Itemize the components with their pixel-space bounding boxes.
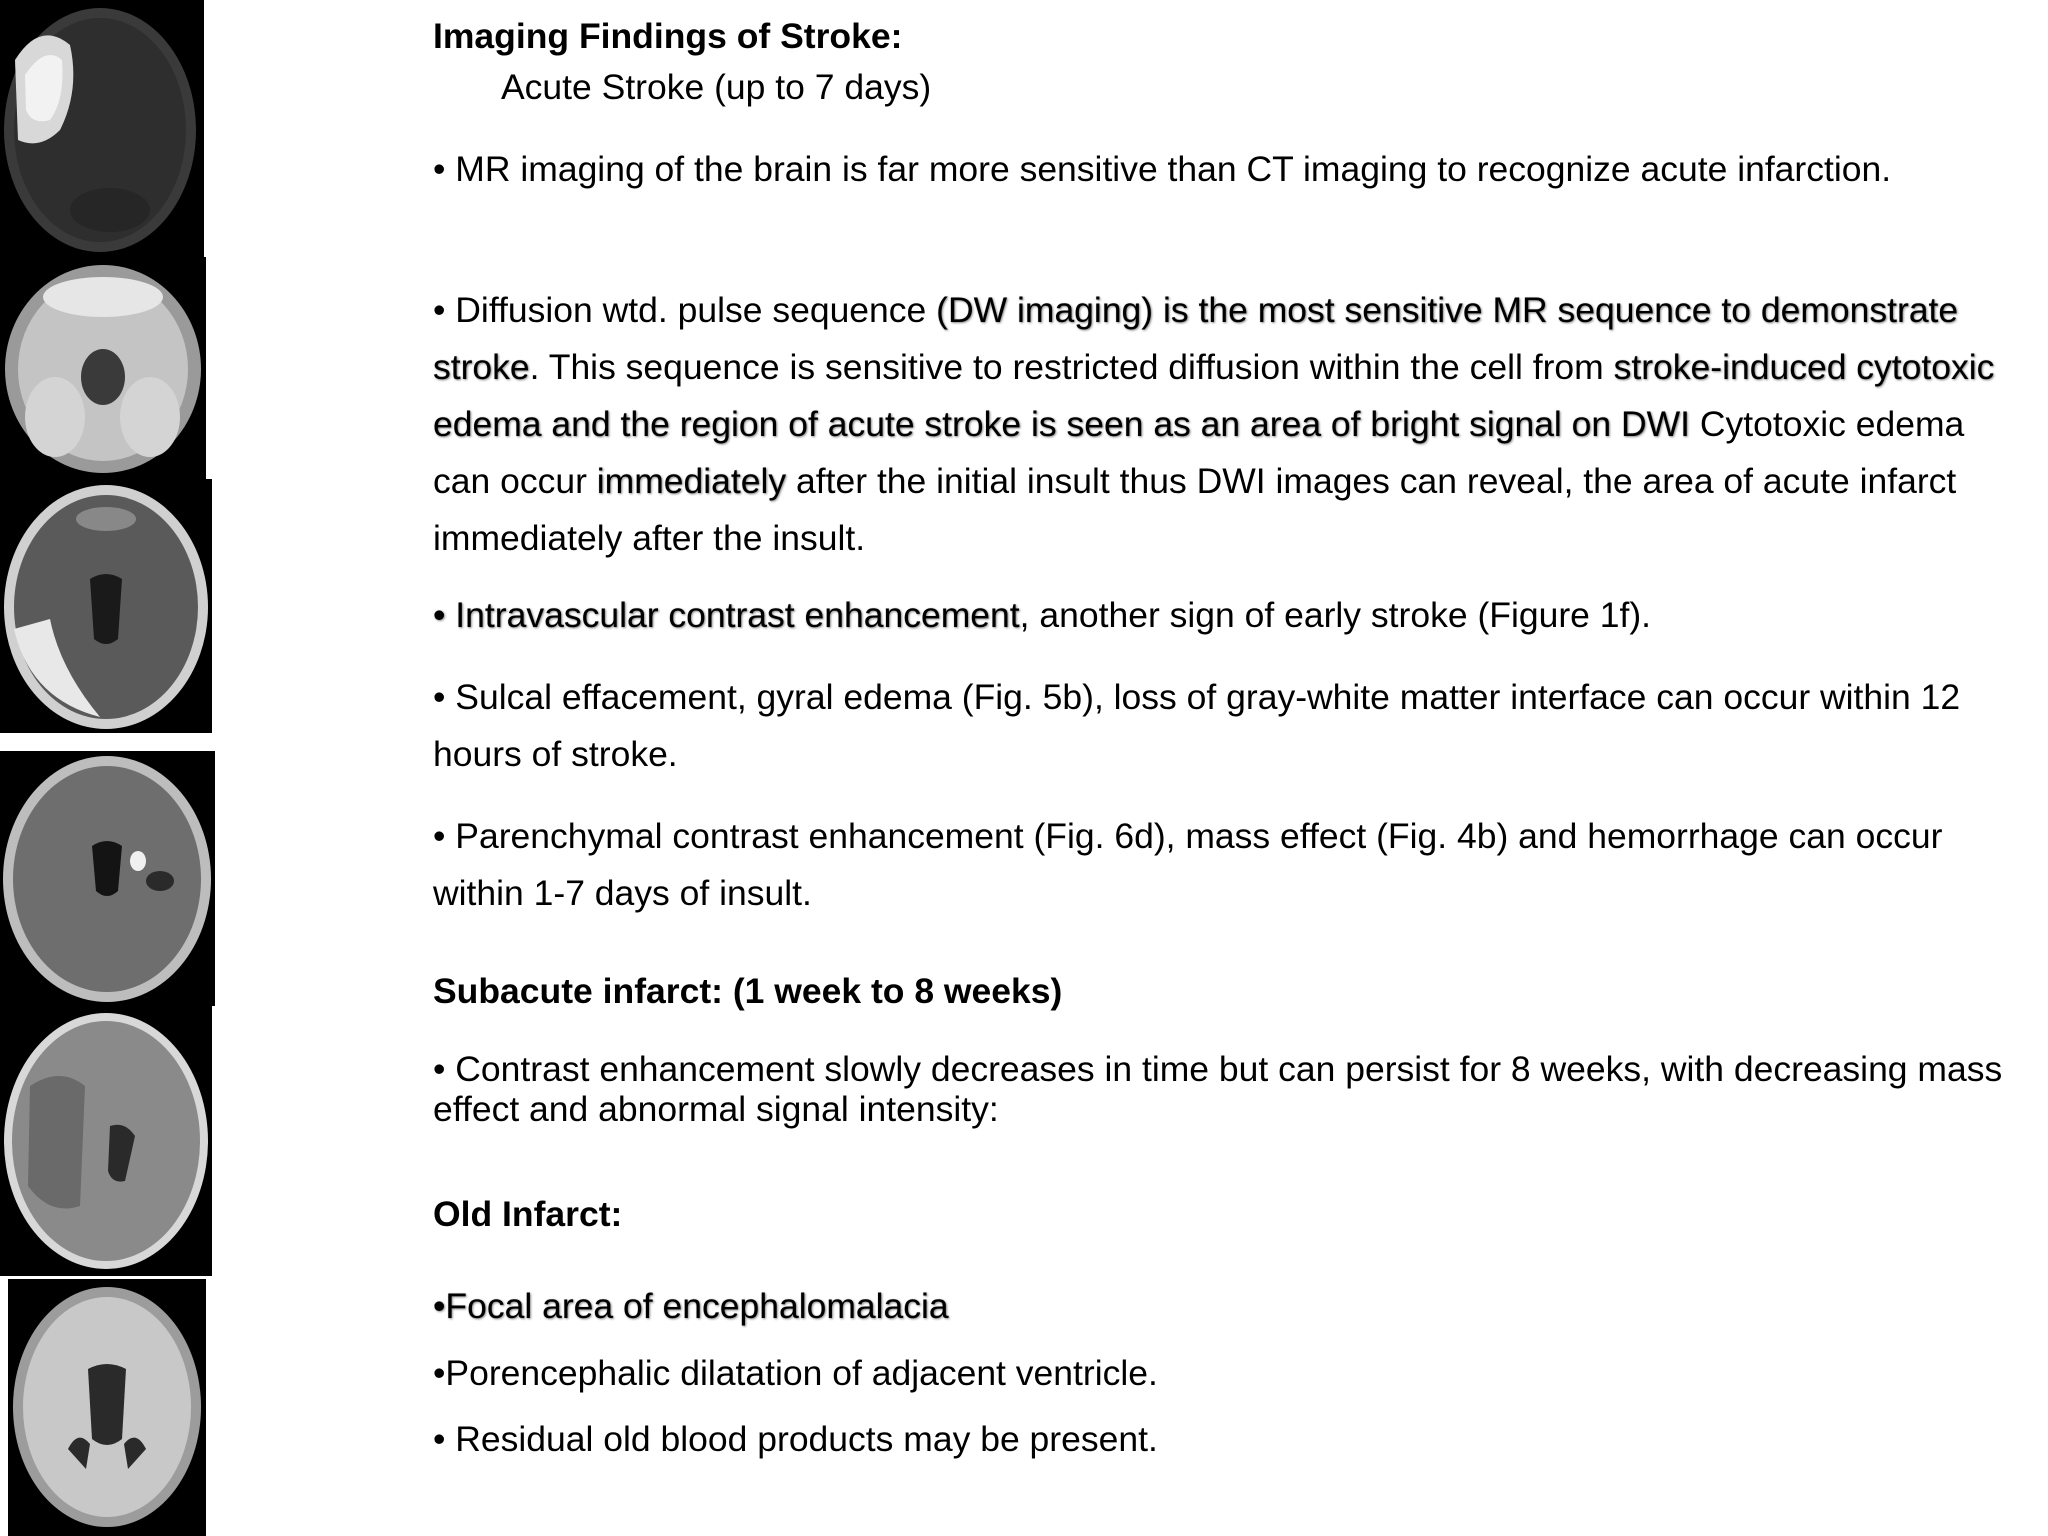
dwi-highlight-cytotoxic: stroke-induced cytotoxic edema and the region of acute stroke is seen as an area of bright signal on DWI: [433, 347, 1995, 444]
scan-image: [0, 1006, 212, 1276]
brain-scan-3: [0, 479, 212, 733]
dwi-text-c: . This sequence is sensitive to restricted diffusion within the cell from: [529, 347, 1614, 387]
acute-bullet-dwi: [433, 282, 2013, 567]
brain-scan-2: [0, 257, 206, 479]
section-subtitle-acute: Acute Stroke (up to 7 days): [501, 67, 932, 107]
acute-bullet-sulcal: • Sulcal effacement, gyral edema (Fig. 5b), loss of gray-white matter interface can occur within 12 hours of stroke.: [433, 677, 1961, 774]
scan-image: [8, 1279, 206, 1536]
acute-bullet-mr-sensitivity: • MR imaging of the brain is far more sensitive than CT imaging to recognize acute infarction.: [433, 149, 1892, 189]
section-title-old: Old Infarct:: [433, 1194, 623, 1234]
brain-scan-4: [0, 751, 215, 1006]
dwi-text-e: Cytotoxic edema can occur: [433, 404, 1965, 501]
scan-image: [0, 0, 204, 257]
acute-bullet-parenchymal: • Parenchymal contrast enhancement (Fig. 6d), mass effect (Fig. 4b) and hemorrhage can occur within 1-7 days of insult.: [433, 816, 1943, 913]
old-bullet-porencephalic: •Porencephalic dilatation of adjacent ventricle.: [433, 1353, 1158, 1393]
scan-image: [0, 479, 212, 733]
scan-image: [0, 751, 215, 1006]
intravascular-text: , another sign of early stroke (Figure 1f).: [1019, 595, 1652, 635]
dwi-text-g: after the initial insult thus DWI images can reveal, the area of acute infarct immediately after the insult.: [433, 461, 1957, 558]
intravascular-highlight: • Intravascular contrast enhancement: [433, 595, 1020, 635]
dwi-highlight-most-sensitive: (DW imaging) is the most sensitive MR sequence to demonstrate stroke: [433, 290, 1959, 387]
section-title-subacute: Subacute infarct: (1 week to 8 weeks): [433, 971, 1063, 1011]
subacute-bullet-contrast: • Contrast enhancement slowly decreases in time but can persist for 8 weeks, with decreasing mass effect and abnormal signal intensity:: [433, 1049, 2003, 1129]
dwi-text-a: • Diffusion wtd. pulse sequence: [433, 290, 937, 330]
page-title: Imaging Findings of Stroke:: [433, 16, 903, 56]
old-bullet-blood-products: • Residual old blood products may be present.: [433, 1419, 1158, 1459]
acute-bullet-intravascular: [433, 587, 2013, 644]
brain-scan-5: [0, 1006, 212, 1276]
brain-scan-1: [0, 0, 204, 257]
dwi-highlight-immediately: immediately: [596, 461, 787, 501]
brain-scan-6: [8, 1279, 206, 1536]
old-bullet-encephalomalacia: •Focal area of encephalomalacia: [433, 1286, 949, 1326]
scan-image: [0, 257, 206, 479]
